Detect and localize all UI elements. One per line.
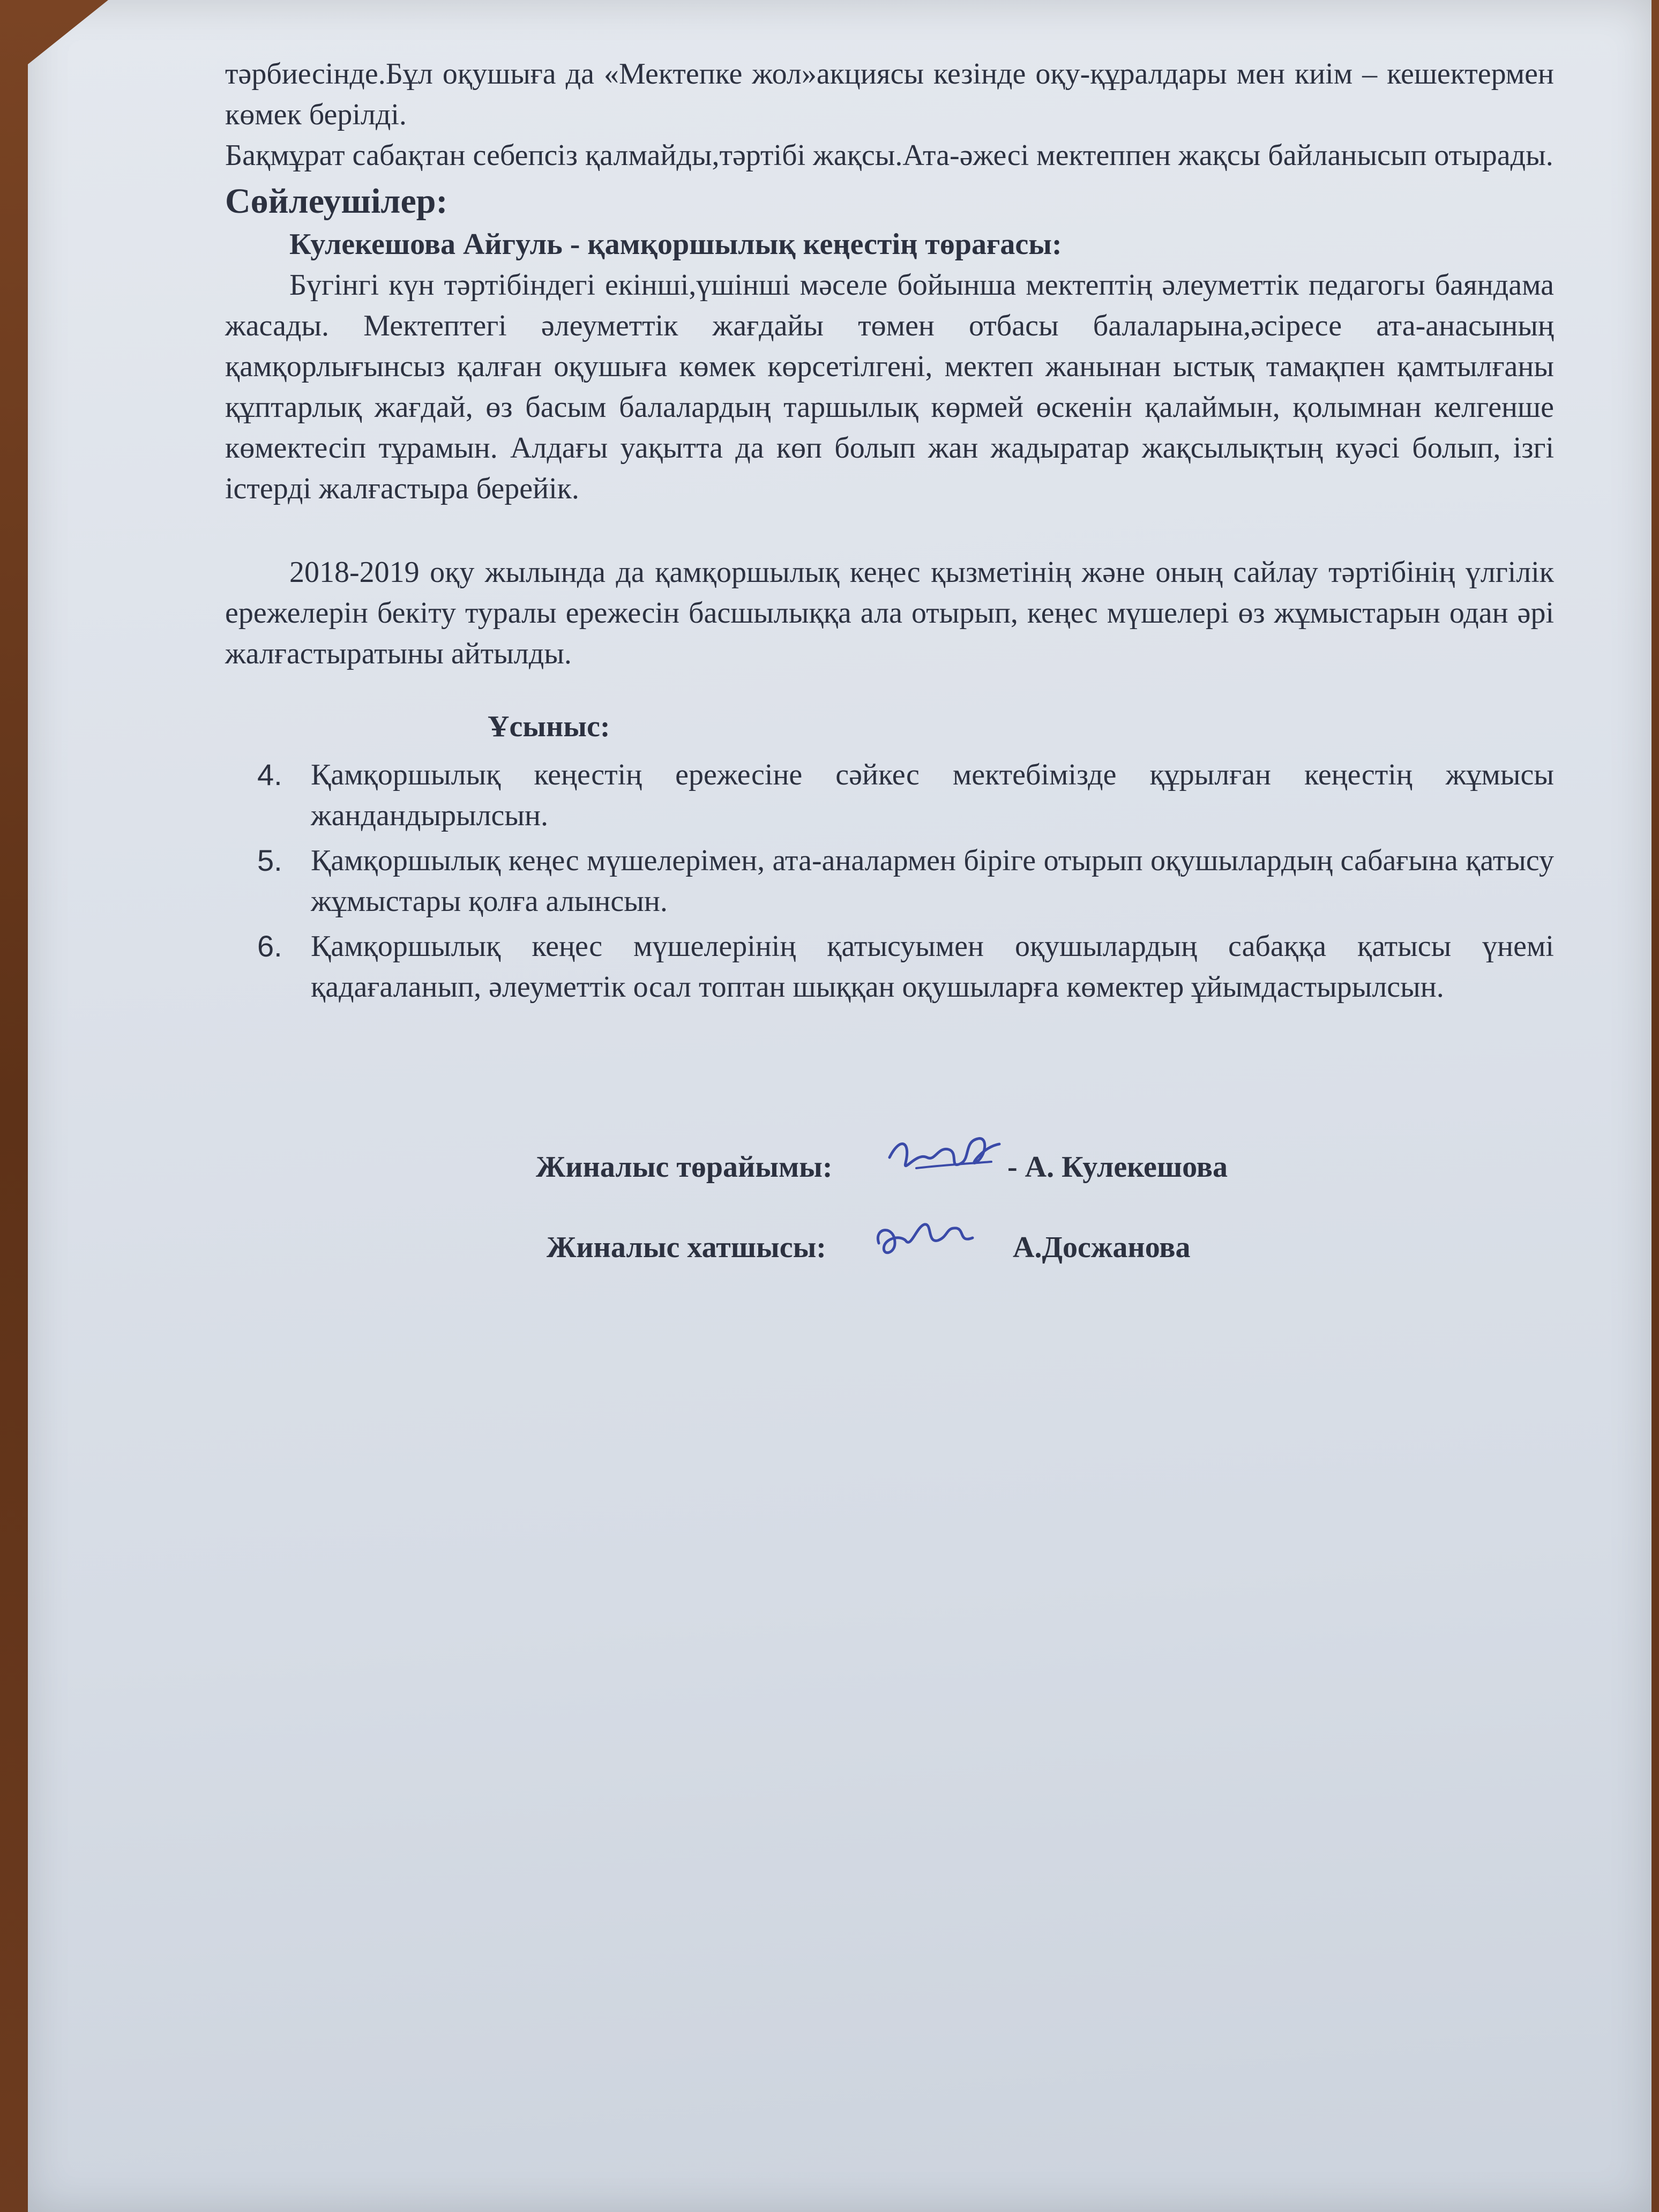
proposal-item [225,840,1554,922]
proposal-number: 6. [257,929,282,963]
chair-role: Жиналыс төрайымы: [536,1150,833,1184]
proposal-number: 4. [257,758,282,791]
speaker-text: Бүгінгі күн тәртібіндегі екінші,үшінші мәселе бойынша мектептің әлеуметтік педагогы баяндама жасады. Мектептегі әлеуметтік жағдайы төмен отбасы балаларына,әсіресе ата-анасының қамқорлығынсыз қалған оқушыға көмек көрсетілгені, мектеп жанынан ыстық тамақпен қамтылғаны құптарлық жағдай, өз басым балалардың таршылық көрмей өскенін қалаймын, қолымнан келгенше көмектесіп тұрамын. Алдағы уақытта да көп болып жан жадыратар жақсылықтың куәсі болып, ізгі істерді жалғастыра берейік. [225,268,1554,505]
proposal-text: Қамқоршылық кеңес мүшелерімен, ата-аналармен біріге отырып оқушылардың сабағына қатысу жұмыстары қолға алынсын. [311,844,1554,918]
intro-paragraph-1: тәрбиесінде.Бұл оқушыға да «Мектепке жол»акциясы кезінде оқу-құралдары мен киім – кешектермен көмек берілді. [225,57,1554,131]
speakers-heading: Сөйлеушілер: [225,182,448,221]
secretary-role: Жиналыс хатшысы: [547,1231,826,1264]
proposal-heading: Ұсыныс: [488,710,610,743]
chair-signature-row [225,1125,1554,1206]
chair-signature-icon [884,1125,1007,1190]
secretary-name: А.Досжанова [1013,1231,1191,1264]
document-page [225,54,1554,1286]
speaker-name: Кулекешова Айгуль - қамқоршылық кеңестің төрағасы: [289,228,1062,261]
secretary-signature-icon [868,1206,991,1270]
proposal-text: Қамқоршылық кеңес мүшелерінің қатысуымен оқушылардың сабаққа қатысы үнемі қадағаланып, әлеуметтік осал топтан шыққан оқушыларға көмектер ұйымдастырылсын. [311,930,1554,1004]
chair-name: - А. Кулекешова [1007,1150,1228,1184]
proposal-number: 5. [257,843,282,877]
proposal-list [225,754,1554,1007]
year-paragraph: 2018-2019 оқу жылында да қамқоршылық кеңес қызметінің және оның сайлау тәртібінің үлгілік ережелерін бекіту туралы ережесін басшылыққа ала отырып, кеңес мүшелері өз жұмыстарын одан әрі жалғастыратыны айтылды. [225,556,1554,670]
proposal-item [225,754,1554,836]
proposal-item [225,926,1554,1007]
secretary-signature-row [225,1206,1554,1286]
proposal-text: Қамқоршылық кеңестің ережесіне сәйкес мектебімізде құрылған кеңестің жұмысы жандандырылсын. [311,758,1554,832]
paragraph-gap [225,509,1554,552]
intro-paragraph-2: Бақмұрат сабақтан себепсіз қалмайды,тәртібі жақсы.Ата-әжесі мектеппен жақсы байланысып отырады. [225,139,1553,172]
signature-block [225,1125,1554,1286]
